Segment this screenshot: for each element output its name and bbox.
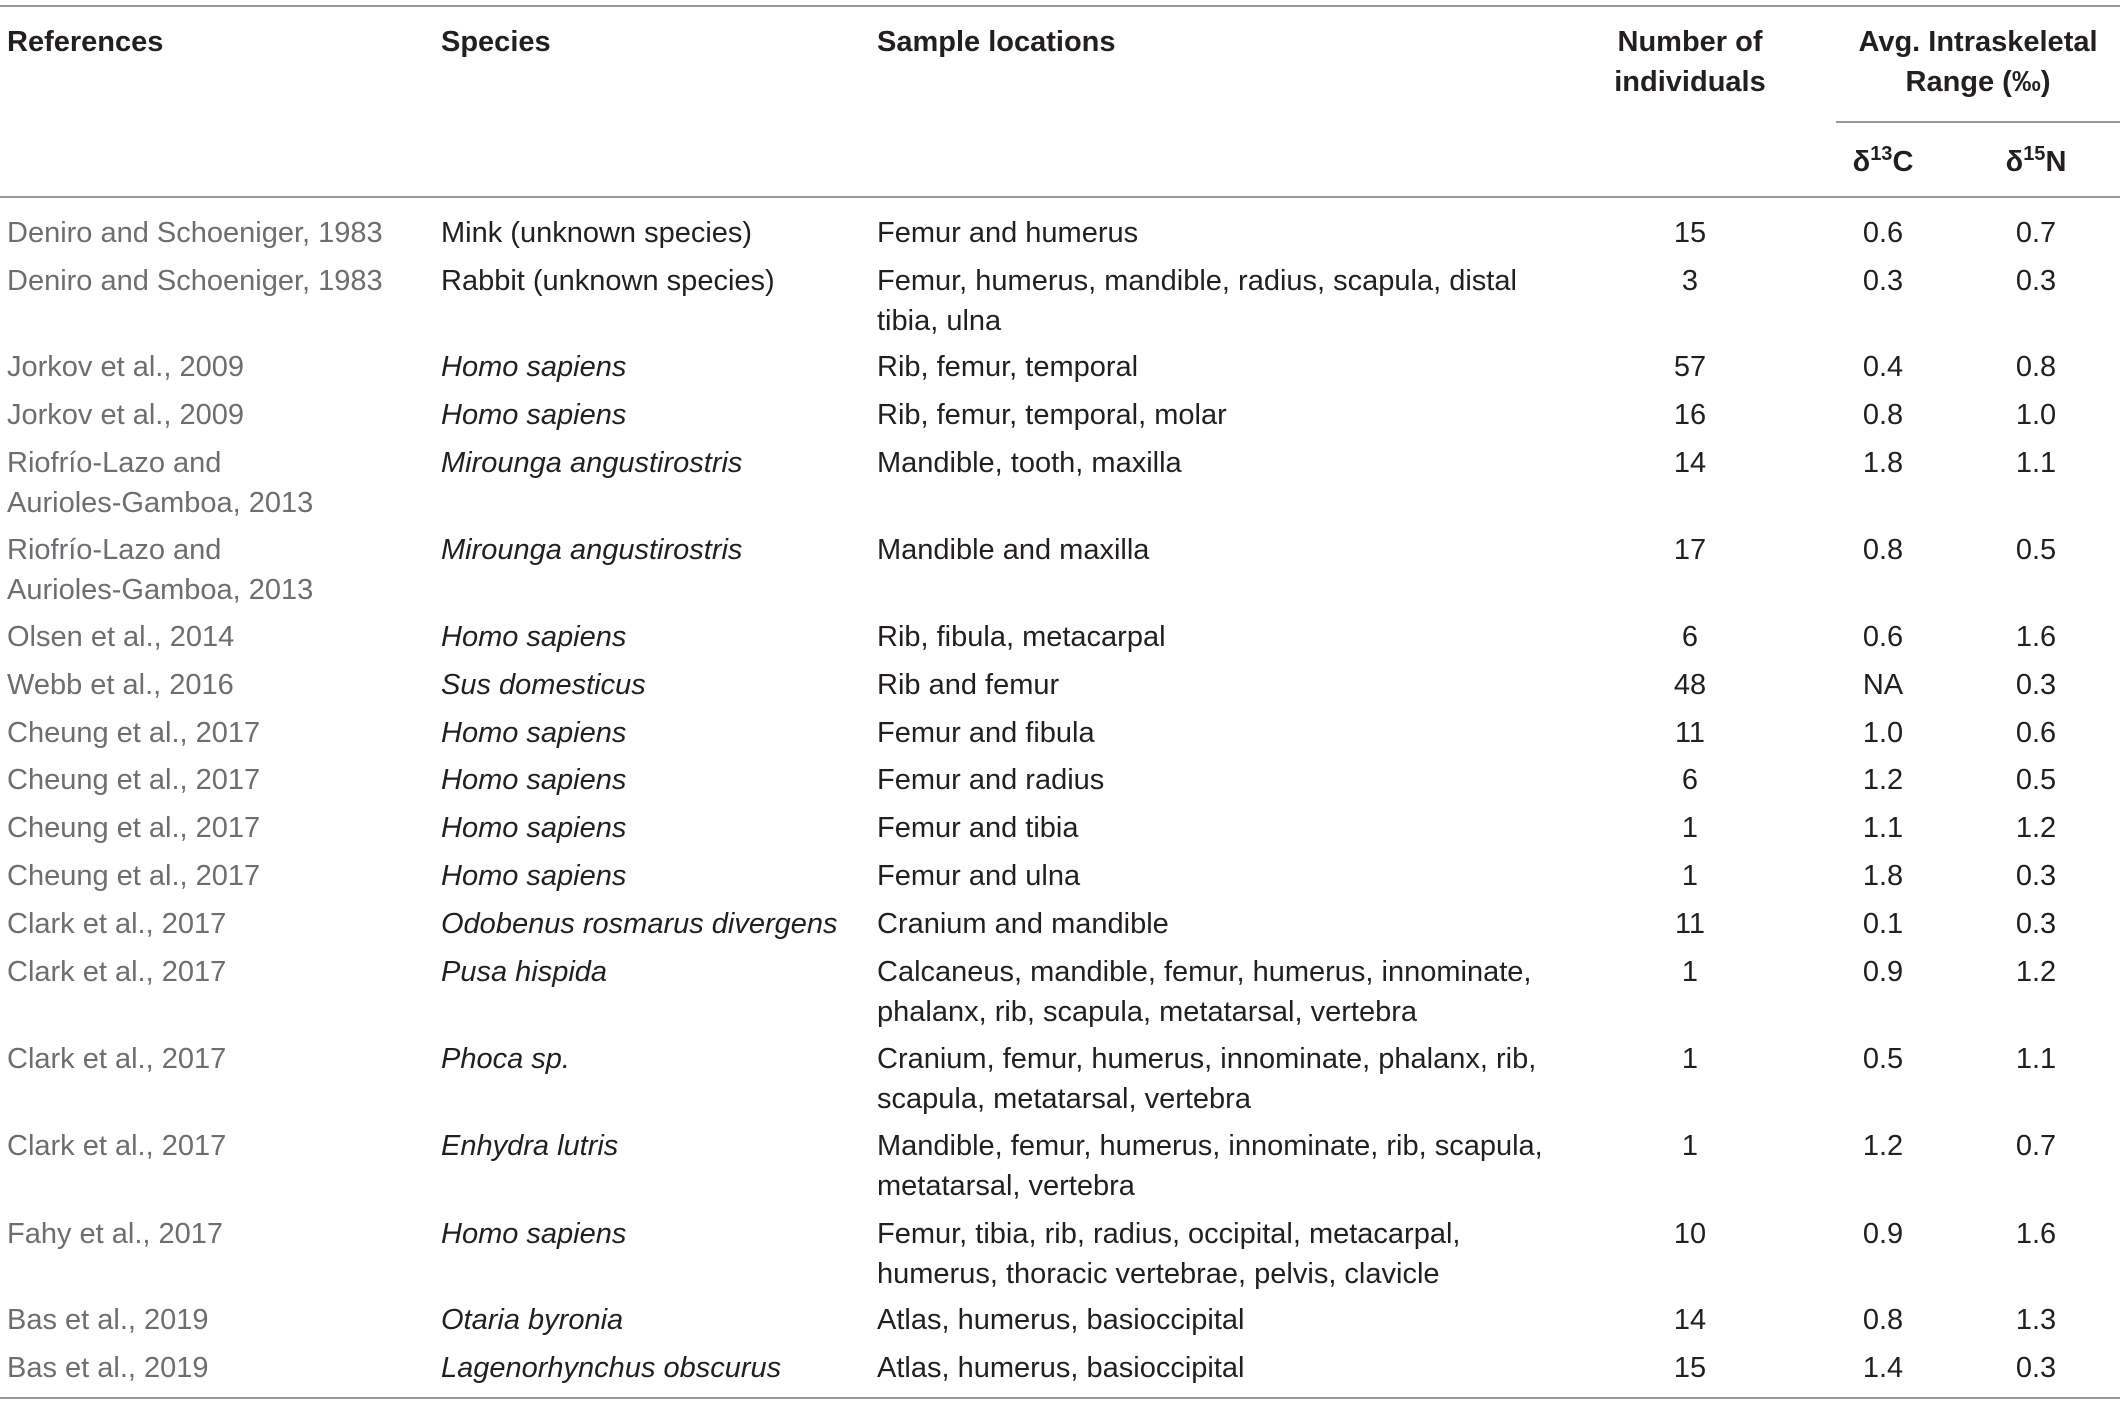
cell-species: Homo sapiens bbox=[441, 399, 627, 431]
location-line: Femur, tibia, rib, radius, occipital, metacarpal, bbox=[877, 1218, 1461, 1250]
location-line: Mandible, tooth, maxilla bbox=[877, 447, 1182, 479]
cell-delta13c: 1.1 bbox=[1862, 812, 1904, 844]
cell-delta15n: 0.3 bbox=[2015, 860, 2057, 892]
header-sample-locations: Sample locations bbox=[877, 26, 1116, 58]
cell-reference bbox=[7, 261, 383, 301]
cell-sample-locations bbox=[877, 665, 1059, 705]
location-line: Cranium, femur, humerus, innominate, phalanx, rib, bbox=[877, 1043, 1537, 1075]
cell-species: Mink (unknown species) bbox=[441, 217, 753, 249]
reference-line: Jorkov et al., 2009 bbox=[7, 351, 244, 383]
cell-individuals: 1 bbox=[1681, 860, 1699, 892]
cell-individuals: 3 bbox=[1681, 265, 1699, 297]
reference-line: Clark et al., 2017 bbox=[7, 1130, 227, 1162]
reference-line: Jorkov et al., 2009 bbox=[7, 399, 244, 431]
location-line: scapula, metatarsal, vertebra bbox=[877, 1083, 1251, 1115]
cell-delta13c: 0.8 bbox=[1862, 534, 1904, 566]
cell-individuals: 14 bbox=[1673, 1304, 1707, 1336]
cell-sample-locations bbox=[877, 760, 1104, 800]
location-line: Femur and fibula bbox=[877, 717, 1095, 749]
header-delta13c-sup: 13 bbox=[1870, 143, 1893, 165]
location-line: phalanx, rib, scapula, metatarsal, vertebra bbox=[877, 996, 1417, 1028]
header-delta13c bbox=[1808, 142, 1958, 182]
cell-reference bbox=[7, 213, 383, 253]
cell-sample-locations bbox=[877, 904, 1169, 944]
cell-species: Homo sapiens bbox=[441, 1218, 627, 1250]
reference-line: Aurioles-Gamboa, 2013 bbox=[7, 574, 314, 606]
cell-species: Mirounga angustirostris bbox=[441, 447, 743, 479]
location-line: Femur and humerus bbox=[877, 217, 1139, 249]
cell-delta15n: 0.5 bbox=[2015, 764, 2057, 796]
cell-delta15n: 0.3 bbox=[2015, 265, 2057, 297]
header-delta13c-delta: δ bbox=[1852, 146, 1871, 178]
cell-sample-locations bbox=[877, 1126, 1543, 1206]
header-species: Species bbox=[441, 26, 551, 58]
reference-line: Riofrío-Lazo and bbox=[7, 447, 222, 479]
header-delta15n-sup: 15 bbox=[2023, 143, 2046, 165]
cell-individuals: 1 bbox=[1681, 956, 1699, 988]
header-bottom-rule bbox=[0, 196, 2120, 198]
cell-sample-locations bbox=[877, 530, 1149, 570]
reference-line: Cheung et al., 2017 bbox=[7, 812, 261, 844]
location-line: tibia, ulna bbox=[877, 305, 1002, 337]
cell-delta15n: 0.6 bbox=[2015, 717, 2057, 749]
cell-delta13c: 0.5 bbox=[1862, 1043, 1904, 1075]
reference-line: Aurioles-Gamboa, 2013 bbox=[7, 487, 314, 519]
cell-reference bbox=[7, 1300, 209, 1340]
cell-sample-locations bbox=[877, 952, 1531, 1032]
cell-individuals: 15 bbox=[1673, 217, 1707, 249]
cell-sample-locations bbox=[877, 617, 1166, 657]
cell-sample-locations bbox=[877, 347, 1138, 387]
cell-individuals: 1 bbox=[1681, 1043, 1699, 1075]
cell-delta15n: 0.8 bbox=[2015, 351, 2057, 383]
reference-line: Deniro and Schoeniger, 1983 bbox=[7, 217, 383, 249]
cell-reference bbox=[7, 665, 234, 705]
cell-sample-locations bbox=[877, 1214, 1460, 1294]
location-line: humerus, thoracic vertebrae, pelvis, clavicle bbox=[877, 1258, 1440, 1290]
cell-sample-locations bbox=[877, 395, 1227, 435]
cell-delta13c: 0.9 bbox=[1862, 956, 1904, 988]
cell-reference bbox=[7, 395, 244, 435]
cell-delta15n: 0.7 bbox=[2015, 217, 2057, 249]
header-delta13c-letter: C bbox=[1892, 146, 1914, 178]
location-line: Rib and femur bbox=[877, 669, 1060, 701]
cell-sample-locations bbox=[877, 261, 1517, 341]
cell-individuals: 11 bbox=[1674, 717, 1706, 749]
cell-delta15n: 1.6 bbox=[2015, 621, 2057, 653]
top-rule bbox=[0, 5, 2120, 7]
cell-species: Homo sapiens bbox=[441, 764, 627, 796]
cell-reference bbox=[7, 713, 260, 753]
cell-sample-locations bbox=[877, 808, 1079, 848]
header-delta15n-letter: N bbox=[2045, 146, 2067, 178]
location-line: Atlas, humerus, basioccipital bbox=[877, 1304, 1245, 1336]
cell-species: Lagenorhynchus obscurus bbox=[441, 1352, 782, 1384]
reference-line: Olsen et al., 2014 bbox=[7, 621, 235, 653]
cell-individuals: 6 bbox=[1681, 764, 1699, 796]
header-number-of-individuals bbox=[1560, 22, 1820, 102]
cell-individuals: 10 bbox=[1673, 1218, 1707, 1250]
cell-individuals: 15 bbox=[1673, 1352, 1707, 1384]
cell-individuals: 6 bbox=[1681, 621, 1699, 653]
location-line: Atlas, humerus, basioccipital bbox=[877, 1352, 1245, 1384]
reference-line: Cheung et al., 2017 bbox=[7, 717, 261, 749]
cell-individuals: 14 bbox=[1673, 447, 1707, 479]
cell-delta13c: 1.4 bbox=[1862, 1352, 1904, 1384]
cell-species: Pusa hispida bbox=[441, 956, 608, 988]
cell-delta13c: 1.2 bbox=[1862, 764, 1904, 796]
header-delta15n bbox=[1961, 142, 2111, 182]
cell-delta13c: 0.6 bbox=[1862, 217, 1904, 249]
cell-individuals: 1 bbox=[1681, 1130, 1699, 1162]
cell-delta13c: 0.3 bbox=[1862, 265, 1904, 297]
reference-line: Bas et al., 2019 bbox=[7, 1304, 209, 1336]
cell-reference bbox=[7, 808, 260, 848]
cell-sample-locations bbox=[877, 443, 1182, 483]
cell-reference bbox=[7, 856, 260, 896]
cell-delta15n: 1.6 bbox=[2015, 1218, 2057, 1250]
header-delta15n-delta: δ bbox=[2005, 146, 2024, 178]
cell-reference bbox=[7, 1348, 209, 1388]
bottom-rule bbox=[0, 1397, 2120, 1399]
cell-species: Otaria byronia bbox=[441, 1304, 624, 1336]
header-individuals-line1: Number of bbox=[1617, 26, 1763, 58]
reference-line: Cheung et al., 2017 bbox=[7, 860, 261, 892]
cell-species: Mirounga angustirostris bbox=[441, 534, 743, 566]
cell-sample-locations bbox=[877, 1348, 1245, 1388]
header-references: References bbox=[7, 26, 164, 58]
location-line: Femur, humerus, mandible, radius, scapula, distal bbox=[877, 265, 1517, 297]
cell-delta15n: 1.0 bbox=[2015, 399, 2057, 431]
cell-delta13c: 0.1 bbox=[1862, 908, 1904, 940]
location-line: Femur and tibia bbox=[877, 812, 1079, 844]
cell-species: Odobenus rosmarus divergens bbox=[441, 908, 838, 940]
cell-delta13c: 0.9 bbox=[1862, 1218, 1904, 1250]
cell-individuals: 17 bbox=[1673, 534, 1707, 566]
reference-line: Cheung et al., 2017 bbox=[7, 764, 261, 796]
cell-reference bbox=[7, 1039, 226, 1079]
cell-reference bbox=[7, 952, 226, 992]
cell-species: Sus domesticus bbox=[441, 669, 646, 701]
reference-line: Fahy et al., 2017 bbox=[7, 1218, 224, 1250]
cell-individuals: 11 bbox=[1674, 908, 1706, 940]
header-range-line1: Avg. Intraskeletal bbox=[1858, 26, 2098, 58]
cell-delta13c: NA bbox=[1862, 669, 1904, 701]
cell-sample-locations bbox=[877, 213, 1138, 253]
cell-reference bbox=[7, 904, 226, 944]
cell-reference bbox=[7, 530, 313, 610]
cell-delta15n: 1.1 bbox=[2015, 447, 2057, 479]
reference-line: Bas et al., 2019 bbox=[7, 1352, 209, 1384]
header-subrule bbox=[1836, 121, 2120, 123]
cell-individuals: 57 bbox=[1673, 351, 1707, 383]
cell-delta15n: 1.1 bbox=[2015, 1043, 2057, 1075]
cell-delta15n: 1.2 bbox=[2015, 956, 2057, 988]
cell-species: Homo sapiens bbox=[441, 351, 627, 383]
location-line: Femur and radius bbox=[877, 764, 1105, 796]
reference-line: Clark et al., 2017 bbox=[7, 1043, 227, 1075]
reference-line: Webb et al., 2016 bbox=[7, 669, 234, 701]
location-line: Mandible, femur, humerus, innominate, rib, scapula, bbox=[877, 1130, 1543, 1162]
cell-species: Rabbit (unknown species) bbox=[441, 265, 775, 297]
location-line: Rib, fibula, metacarpal bbox=[877, 621, 1166, 653]
location-line: Rib, femur, temporal bbox=[877, 351, 1139, 383]
location-line: Calcaneus, mandible, femur, humerus, innominate, bbox=[877, 956, 1532, 988]
cell-reference bbox=[7, 617, 234, 657]
location-line: Femur and ulna bbox=[877, 860, 1081, 892]
cell-delta15n: 0.3 bbox=[2015, 908, 2057, 940]
cell-delta15n: 0.3 bbox=[2015, 1352, 2057, 1384]
cell-delta13c: 1.8 bbox=[1862, 447, 1904, 479]
header-range-line2: Range (‰) bbox=[1905, 66, 2051, 98]
cell-delta13c: 0.8 bbox=[1862, 1304, 1904, 1336]
cell-delta15n: 1.2 bbox=[2015, 812, 2057, 844]
cell-species: Homo sapiens bbox=[441, 860, 627, 892]
cell-delta13c: 0.6 bbox=[1862, 621, 1904, 653]
cell-species: Homo sapiens bbox=[441, 717, 627, 749]
cell-delta13c: 1.8 bbox=[1862, 860, 1904, 892]
reference-line: Riofrío-Lazo and bbox=[7, 534, 222, 566]
cell-reference bbox=[7, 760, 260, 800]
reference-line: Deniro and Schoeniger, 1983 bbox=[7, 265, 383, 297]
cell-reference bbox=[7, 1214, 223, 1254]
location-line: Rib, femur, temporal, molar bbox=[877, 399, 1227, 431]
cell-individuals: 1 bbox=[1681, 812, 1699, 844]
cell-delta15n: 1.3 bbox=[2015, 1304, 2057, 1336]
cell-species: Homo sapiens bbox=[441, 621, 627, 653]
cell-sample-locations bbox=[877, 713, 1095, 753]
cell-reference bbox=[7, 443, 313, 523]
cell-species: Enhydra lutris bbox=[441, 1130, 619, 1162]
cell-sample-locations bbox=[877, 1300, 1245, 1340]
reference-line: Clark et al., 2017 bbox=[7, 908, 227, 940]
cell-individuals: 16 bbox=[1673, 399, 1707, 431]
cell-delta15n: 0.7 bbox=[2015, 1130, 2057, 1162]
cell-delta13c: 1.0 bbox=[1862, 717, 1904, 749]
header-individuals-line2: individuals bbox=[1614, 66, 1766, 98]
cell-reference bbox=[7, 1126, 226, 1166]
reference-line: Clark et al., 2017 bbox=[7, 956, 227, 988]
location-line: metatarsal, vertebra bbox=[877, 1170, 1135, 1202]
cell-species: Homo sapiens bbox=[441, 812, 627, 844]
cell-delta13c: 1.2 bbox=[1862, 1130, 1904, 1162]
cell-delta15n: 0.3 bbox=[2015, 669, 2057, 701]
cell-reference bbox=[7, 347, 244, 387]
header-avg-intraskeletal-range bbox=[1836, 22, 2120, 102]
cell-delta13c: 0.4 bbox=[1862, 351, 1904, 383]
location-line: Cranium and mandible bbox=[877, 908, 1169, 940]
cell-delta15n: 0.5 bbox=[2015, 534, 2057, 566]
cell-species: Phoca sp. bbox=[441, 1043, 570, 1075]
cell-sample-locations bbox=[877, 856, 1080, 896]
cell-delta13c: 0.8 bbox=[1862, 399, 1904, 431]
cell-individuals: 48 bbox=[1673, 669, 1707, 701]
cell-sample-locations bbox=[877, 1039, 1536, 1119]
location-line: Mandible and maxilla bbox=[877, 534, 1150, 566]
